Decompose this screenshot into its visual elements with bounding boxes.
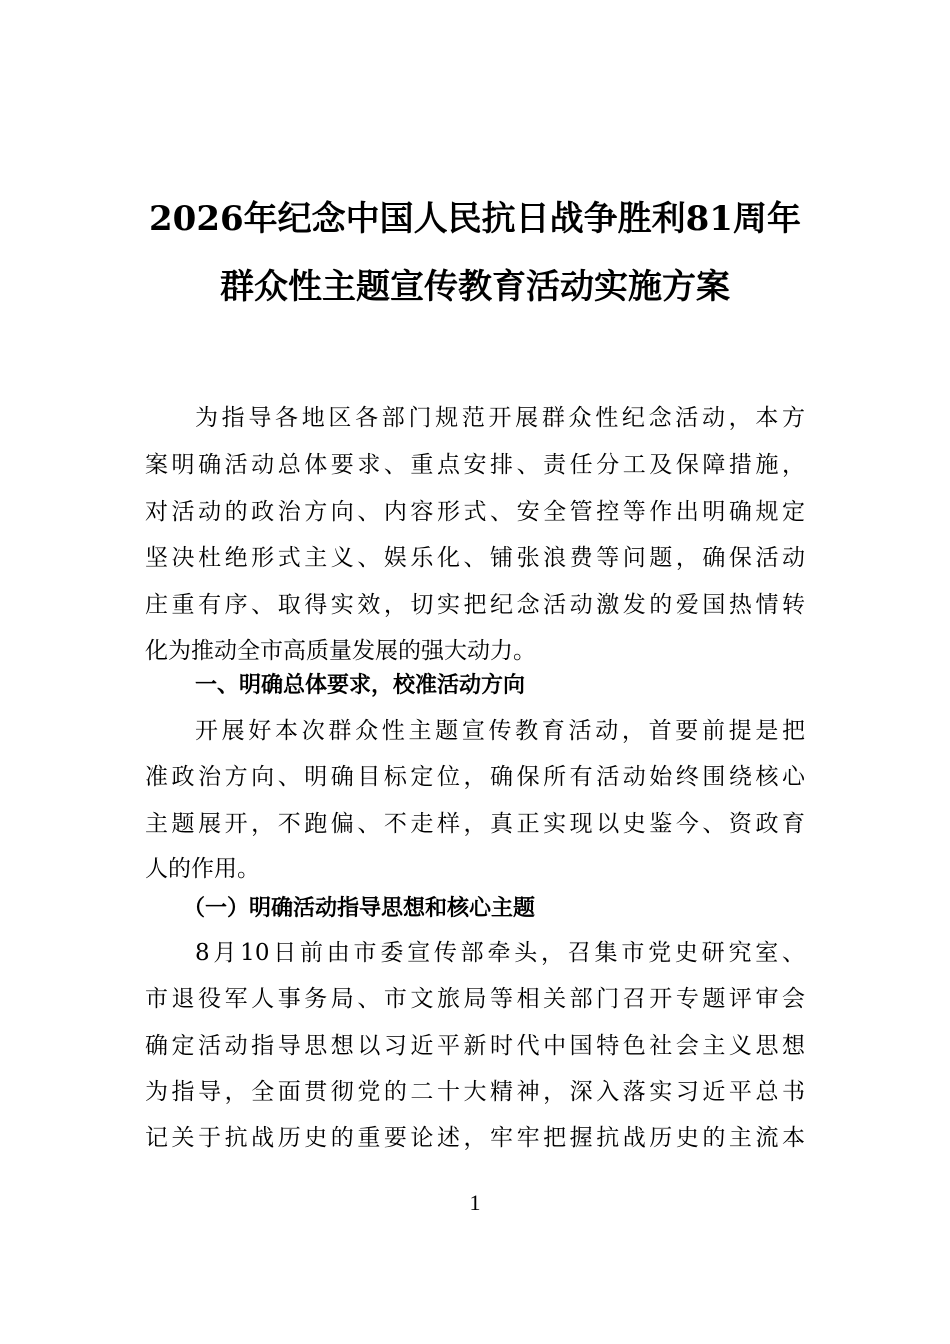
intro-paragraph-line: 庄重有序、取得实效，切实把纪念活动激发的爱国热情转 — [145, 592, 805, 618]
section1-paragraph-line: 主题展开，不跑偏、不走样，真正实现以史鉴今、资政育 — [145, 811, 805, 837]
subsection1-paragraph-line: 市退役军人事务局、市文旅局等相关部门召开专题评审会 — [145, 986, 805, 1012]
intro-paragraph-line: 化为推动全市高质量发展的强大动力。 — [145, 638, 536, 664]
subsection1-paragraph-line: 确定活动指导思想以习近平新时代中国特色社会主义思想 — [145, 1033, 805, 1059]
section-heading-1: 一、明确总体要求，校准活动方向 — [195, 673, 526, 698]
document-title-line-2: 群众性主题宣传教育活动实施方案 — [220, 267, 730, 307]
intro-paragraph-line: 为指导各地区各部门规范开展群众性纪念活动，本方 — [195, 405, 805, 431]
subsection1-paragraph-line: 记关于抗战历史的重要论述，牢牢把握抗战历史的主流本 — [145, 1125, 805, 1151]
subsection-heading-1: （一）明确活动指导思想和核心主题 — [183, 895, 536, 921]
page-number: 1 — [469, 1190, 481, 1215]
subsection1-paragraph-line: 为指导，全面贯彻党的二十大精神，深入落实习近平总书 — [145, 1079, 805, 1105]
intro-paragraph-line: 坚决杜绝形式主义、娱乐化、铺张浪费等问题，确保活动 — [145, 545, 805, 571]
subsection1-paragraph-line: 8月10日前由市委宣传部牵头，召集市党史研究室、 — [195, 940, 805, 966]
intro-paragraph-line: 对活动的政治方向、内容形式、安全管控等作出明确规定 — [145, 499, 805, 525]
section1-paragraph-line: 人的作用。 — [145, 856, 260, 882]
intro-paragraph-line: 案明确活动总体要求、重点安排、责任分工及保障措施， — [145, 452, 805, 478]
section1-paragraph-line: 准政治方向、明确目标定位，确保所有活动始终围绕核心 — [145, 764, 805, 790]
section1-paragraph-line: 开展好本次群众性主题宣传教育活动，首要前提是把 — [195, 718, 805, 744]
document-title-line-1: 2026年纪念中国人民抗日战争胜利81周年 — [149, 199, 801, 239]
